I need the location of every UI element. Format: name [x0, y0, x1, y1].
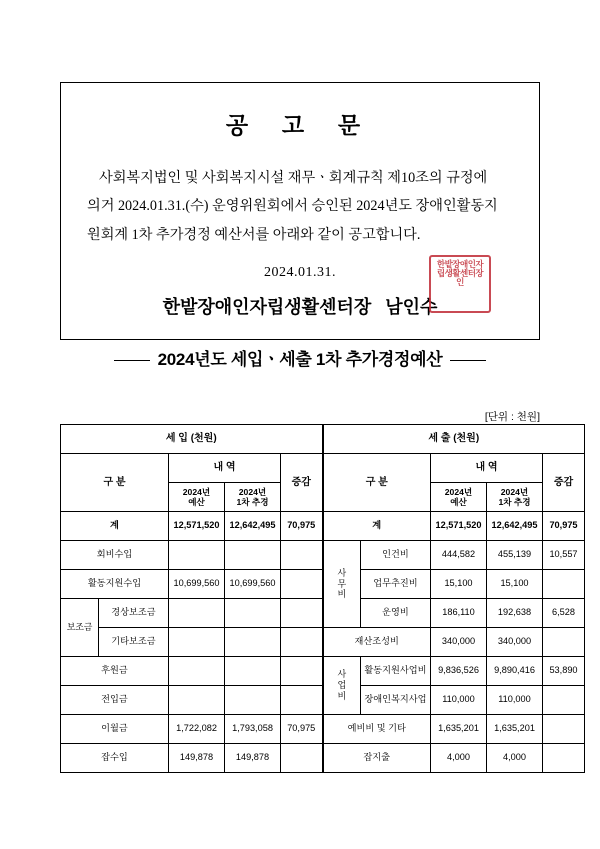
expense-row-change: 53,890	[543, 657, 585, 686]
unit-note: [단위 : 천원]	[484, 411, 540, 423]
revenue-row-change: 70,975	[281, 715, 323, 744]
notice-paragraph-line-1: 사회복지법인 및 사회복지시설 재무ㆍ회계규칙 제10조의 규정에	[99, 170, 488, 186]
revenue-row-name: 활동지원수입	[61, 570, 169, 599]
expense-row-amend: 4,000	[487, 744, 543, 773]
table-row	[61, 744, 585, 773]
expense-row-amend: 9,890,416	[487, 657, 543, 686]
revenue-row-change	[281, 744, 323, 773]
expense-row-change: 6,528	[543, 599, 585, 628]
revenue-row-change: 70,975	[281, 512, 323, 541]
expense-row-change	[543, 628, 585, 657]
revenue-row-name: 기타보조금	[99, 628, 169, 657]
revenue-change-header: 증감	[281, 454, 323, 512]
expense-division-header: 구 분	[323, 454, 431, 512]
revenue-row-budget	[169, 657, 225, 686]
expense-row-name: 활동지원사업비	[361, 657, 431, 686]
signature-organization: 한밭장애인자립생활센터장	[162, 297, 372, 318]
title-rule-left	[114, 360, 150, 361]
revenue-row-amend	[225, 657, 281, 686]
revenue-row-amend	[225, 541, 281, 570]
revenue-row-change	[281, 599, 323, 628]
revenue-row-name: 계	[61, 512, 169, 541]
revenue-row-change	[281, 657, 323, 686]
revenue-row-amend	[225, 628, 281, 657]
notice-date: 2024.01.31.	[264, 265, 336, 281]
revenue-row-budget: 149,878	[169, 744, 225, 773]
expense-row-name: 운영비	[361, 599, 431, 628]
section-title	[0, 345, 600, 370]
expense-row-name: 업무추진비	[361, 570, 431, 599]
revenue-division-header: 구 분	[61, 454, 169, 512]
expense-row-budget: 340,000	[431, 628, 487, 657]
revenue-row-budget: 1,722,082	[169, 715, 225, 744]
expense-row-amend: 12,642,495	[487, 512, 543, 541]
expense-budget-col-header: 2024년 예산	[431, 483, 487, 512]
revenue-row-amend: 12,642,495	[225, 512, 281, 541]
expense-row-amend: 340,000	[487, 628, 543, 657]
revenue-row-name: 전입금	[61, 686, 169, 715]
seal-line-3: 인	[456, 277, 464, 288]
table-row	[61, 512, 585, 541]
expense-row-budget: 110,000	[431, 686, 487, 715]
revenue-row-change	[281, 628, 323, 657]
revenue-row-amend: 10,699,560	[225, 570, 281, 599]
expense-row-name: 장애인복지사업	[361, 686, 431, 715]
expense-row-name: 계	[323, 512, 431, 541]
official-seal-icon	[429, 255, 491, 313]
expense-amend-col-header: 2024년 1차 추경	[487, 483, 543, 512]
notice-body	[87, 164, 513, 249]
expense-row-change	[543, 744, 585, 773]
section-title-text: 2024년도 세입ㆍ세출 1차 추가경정예산	[157, 350, 443, 369]
expense-row-budget: 15,100	[431, 570, 487, 599]
expense-detail-header: 내 역	[431, 454, 543, 483]
expense-group-project: 사 업 비	[323, 657, 361, 715]
revenue-row-change	[281, 541, 323, 570]
revenue-row-amend: 1,793,058	[225, 715, 281, 744]
notice-title: 공 고 문	[225, 113, 375, 138]
expense-row-budget: 444,582	[431, 541, 487, 570]
expense-row-budget: 186,110	[431, 599, 487, 628]
signature-name: 남인수	[385, 297, 438, 318]
seal-line-2: 립생활센터장	[436, 268, 484, 279]
revenue-row-amend: 149,878	[225, 744, 281, 773]
revenue-row-name: 후원금	[61, 657, 169, 686]
expense-row-amend: 455,139	[487, 541, 543, 570]
table-header-row-group	[61, 454, 585, 483]
revenue-row-name: 경상보조금	[99, 599, 169, 628]
revenue-row-budget	[169, 628, 225, 657]
revenue-row-name: 회비수입	[61, 541, 169, 570]
expense-row-budget: 12,571,520	[431, 512, 487, 541]
expense-row-amend: 110,000	[487, 686, 543, 715]
table-row	[61, 628, 585, 657]
expense-row-change: 70,975	[543, 512, 585, 541]
revenue-row-budget	[169, 541, 225, 570]
table-row	[61, 715, 585, 744]
revenue-group-subsidy: 보조금	[61, 599, 99, 657]
table-row	[61, 541, 585, 570]
expense-row-change	[543, 686, 585, 715]
expense-row-amend: 1,635,201	[487, 715, 543, 744]
expense-group-office: 사 무 비	[323, 541, 361, 628]
expense-row-name: 인건비	[361, 541, 431, 570]
expense-row-budget: 9,836,526	[431, 657, 487, 686]
revenue-row-amend	[225, 599, 281, 628]
budget-table-wrapper	[60, 424, 578, 773]
expense-row-name: 잡지출	[323, 744, 431, 773]
budget-table	[60, 424, 585, 773]
revenue-row-budget	[169, 599, 225, 628]
expense-change-header: 증감	[543, 454, 585, 512]
revenue-row-budget	[169, 686, 225, 715]
title-rule-right	[450, 360, 486, 361]
revenue-section-header: 세 입 (천원)	[61, 425, 323, 454]
revenue-row-budget: 10,699,560	[169, 570, 225, 599]
revenue-row-amend	[225, 686, 281, 715]
notice-box	[60, 82, 540, 340]
expense-row-name: 예비비 및 기타	[323, 715, 431, 744]
revenue-row-name: 이월금	[61, 715, 169, 744]
revenue-amend-col-header: 2024년 1차 추경	[225, 483, 281, 512]
expense-section-header: 세 출 (천원)	[323, 425, 585, 454]
table-row	[61, 657, 585, 686]
expense-row-amend: 192,638	[487, 599, 543, 628]
table-header-row-main	[61, 425, 585, 454]
revenue-detail-header: 내 역	[169, 454, 281, 483]
notice-paragraph-line-3: 원회계 1차 추가경정 예산서를 아래와 같이 공고합니다.	[87, 226, 421, 243]
revenue-row-budget: 12,571,520	[169, 512, 225, 541]
revenue-row-change	[281, 686, 323, 715]
expense-row-change	[543, 715, 585, 744]
notice-paragraph-line-2: 의거 2024.01.31.(수) 운영위원회에서 승인된 2024년도 장애인활동지	[87, 198, 498, 215]
seal-line-1: 한밭장애인자	[436, 259, 484, 270]
expense-row-change	[543, 570, 585, 599]
expense-row-amend: 15,100	[487, 570, 543, 599]
revenue-row-name: 잡수입	[61, 744, 169, 773]
expense-row-budget: 4,000	[431, 744, 487, 773]
expense-row-name: 재산조성비	[323, 628, 431, 657]
revenue-budget-col-header: 2024년 예산	[169, 483, 225, 512]
revenue-row-change	[281, 570, 323, 599]
expense-row-budget: 1,635,201	[431, 715, 487, 744]
expense-row-change: 10,557	[543, 541, 585, 570]
